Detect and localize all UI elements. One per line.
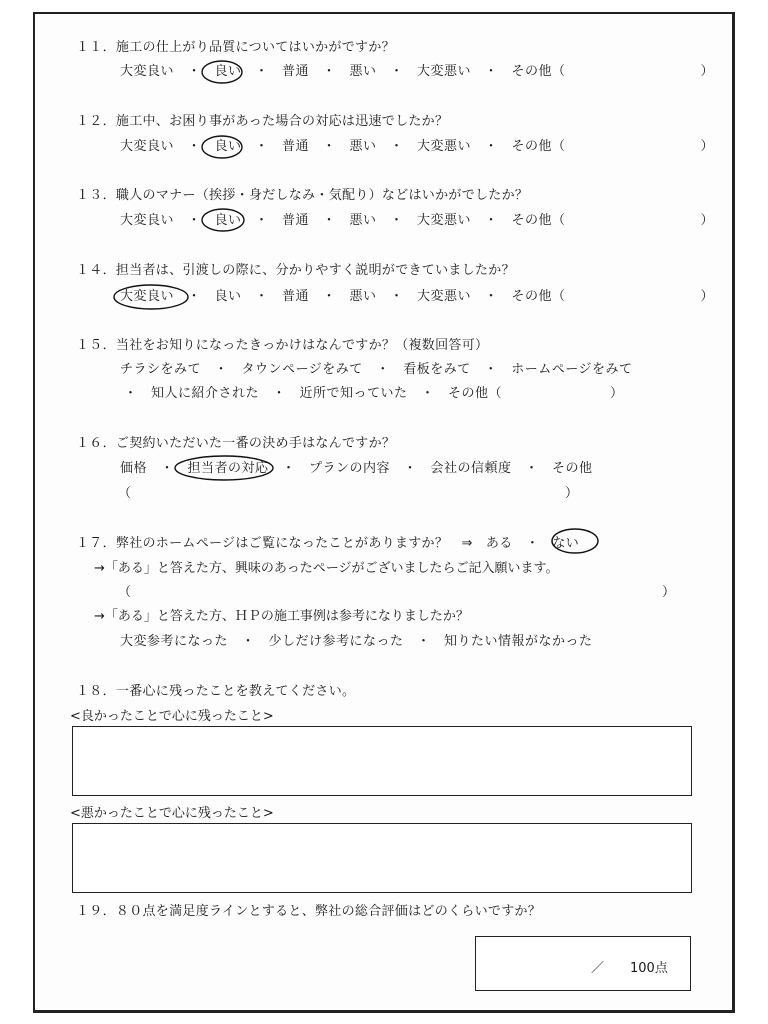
q13-question: １３．職人のマナー（挨拶・身だしなみ・気配り）などはいかがでしたか？ [76,188,529,203]
q16-options[interactable]: 価格 ・ 担当者の対応 ・ プランの内容 ・ 会社の信頼度 ・ その他 [120,461,593,476]
q16-other-paren-close: ） [565,486,579,501]
q17-sub2-options[interactable]: 大変参考になった ・ 少しだけ参考になった ・ 知りたい情報がなかった [120,634,593,649]
q18-bad-answer-box[interactable] [72,823,692,893]
q18-good-answer-box[interactable] [72,726,692,796]
q18-bad-label: <悪かったことで心に残ったこと> [70,806,274,821]
q12-options[interactable]: 大変良い ・ 良い ・ 普通 ・ 悪い ・ 大変悪い ・ その他（ ） [120,139,715,154]
q14-options[interactable]: 大変良い ・ 良い ・ 普通 ・ 悪い ・ 大変悪い ・ その他（ ） [120,289,715,304]
q17-sub2: →「ある」と答えた方、ＨＰの施工事例は参考になりましたか？ [94,609,469,624]
q11-question: １１．施工の仕上がり品質についてはいかがですか？ [76,40,395,55]
q15-options-line1[interactable]: チラシをみて ・ タウンページをみて ・ 看板をみて ・ ホームページをみて [120,362,633,377]
q14-question: １４．担当者は、引渡しの際に、分かりやすく説明ができていましたか？ [76,263,515,278]
q17-sub1: →「ある」と答えた方、興味のあったページがございましたらご記入願います。 [94,561,559,576]
q12-question: １２．施工中、お困り事があった場合の対応は迅速でしたか？ [76,114,449,129]
q16-other-paren-open: （ [118,486,132,501]
q17-question: １７．弊社のホームページはご覧になったことがありますか？ ⇒ ある ・ ない [76,536,580,551]
q15-options-line2[interactable]: ・ 知人に紹介された ・ 近所で知っていた ・ その他（ ） [124,386,624,401]
q18-question: １８．一番心に残ったことを教えてください。 [76,684,356,699]
q17-sub1-paren-open: （ [118,585,132,600]
q17-sub1-paren-close: ） [662,585,676,600]
q13-options[interactable]: 大変良い ・ 良い ・ 普通 ・ 悪い ・ 大変悪い ・ その他（ ） [120,213,715,228]
q11-options[interactable]: 大変良い ・ 良い ・ 普通 ・ 悪い ・ 大変悪い ・ その他（ ） [120,64,715,79]
q19-score-suffix: ／ 100点 [591,961,668,976]
q16-question: １６．ご契約いただいた一番の決め手はなんですか？ [76,436,396,451]
q19-question: １９．８０点を満足度ラインとすると、弊社の総合評価はどのくらいですか？ [76,904,542,919]
q18-good-label: <良かったことで心に残ったこと> [70,709,274,724]
q15-question: １５．当社をお知りになったきっかけはなんですか？（複数回答可） [76,338,489,353]
